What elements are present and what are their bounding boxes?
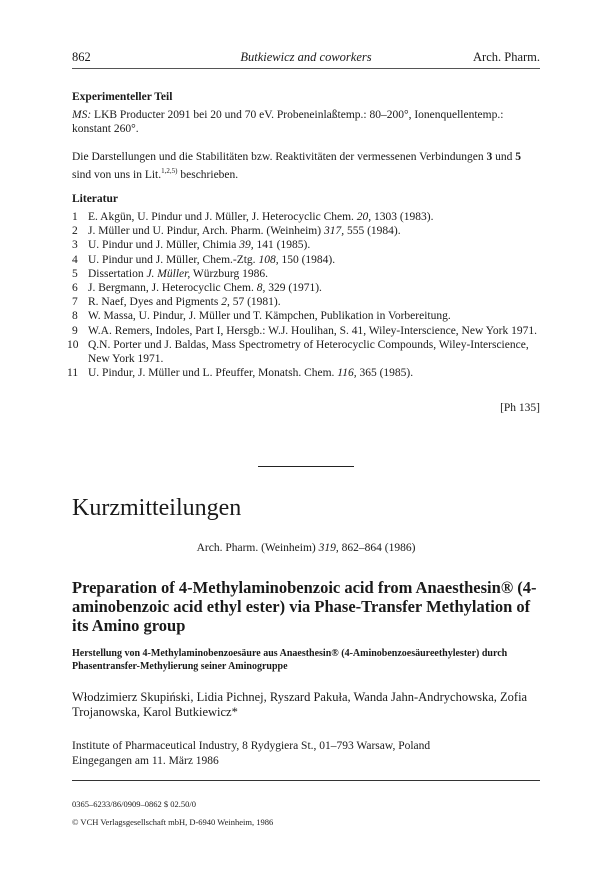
reference-item <box>67 366 542 380</box>
ms-line-2: konstant 260°. <box>72 123 139 135</box>
reference-item <box>72 224 542 238</box>
literatur-heading: Literatur <box>72 193 118 205</box>
ref-number: 4 <box>72 253 78 266</box>
reference-list <box>67 210 542 380</box>
article-subtitle: Herstellung von 4-Methylaminobenzoesäure aus Anaesthesin® (4-Aminobenzoesäureethylester) durch Phasentransfer-Methylierung seiner Aminogruppe <box>72 648 508 672</box>
ref-volume: 2, <box>221 296 230 309</box>
ref-volume: 108, <box>258 253 279 266</box>
description-paragraph <box>72 150 540 182</box>
manuscript-code: [Ph 135] <box>500 402 540 414</box>
page-number: 862 <box>72 50 91 64</box>
ref-number: 1 <box>72 211 78 223</box>
ref-number: 11 <box>67 367 79 380</box>
ms-label: MS: <box>72 109 92 121</box>
ms-line-1: LKB Producter 2091 bei 20 und 70 eV. Probeneinlaßtemp.: 80–200°, Ionenquellentemp.: <box>91 109 504 121</box>
compound-5: 5 <box>515 151 522 163</box>
ref-text: Q.N. Porter und J. Baldas, Mass Spectrometry of Heterocyclic Compounds, Wiley-Interscience, New York 1971. <box>88 338 529 366</box>
compound-3: 3 <box>486 151 493 163</box>
footer-rule <box>72 780 540 781</box>
ref-text-end: 329 (1971). <box>265 282 322 295</box>
ref-text: W.A. Remers, Indoles, Part I, Hersgb.: W.J. Houlihan, S. 41, Wiley-Interscience, New York 1971. <box>88 324 537 337</box>
ref-volume: 20, <box>356 211 372 223</box>
received-date: Eingegangen am 11. März 1986 <box>72 754 219 767</box>
reference-item <box>72 238 542 252</box>
ref-number: 2 <box>72 225 78 238</box>
running-title: Butkiewicz and coworkers <box>240 50 372 64</box>
ref-number: 5 <box>72 267 78 280</box>
desc-text-2: und <box>492 151 516 163</box>
ref-volume: 8, <box>256 282 266 295</box>
running-header <box>72 50 540 69</box>
ref-text: J. Bergmann, J. Heterocyclic Chem. <box>88 282 257 295</box>
ref-text-end: 150 (1984). <box>278 253 336 266</box>
citation-pages: 862–864 (1986) <box>338 542 416 554</box>
affiliation: Institute of Pharmaceutical Industry, 8 Rydygiera St., 01–793 Warsaw, Poland <box>72 740 431 752</box>
affiliation-block <box>72 739 542 768</box>
ref-number: 7 <box>72 296 78 309</box>
article-title: Preparation of 4-Methylaminobenzoic acid from Anaesthesin® (4-aminobenzoic acid ethyl ester) via Phase-Transfer Methylation of its Amino group <box>72 578 537 635</box>
ref-text-end: 141 (1985). <box>253 239 311 252</box>
ref-text: Dissertation <box>88 267 147 280</box>
experimental-heading: Experimenteller Teil <box>72 91 173 103</box>
ref-number: 9 <box>72 324 78 337</box>
reference-item <box>72 324 542 338</box>
section-divider <box>258 466 354 467</box>
ms-paragraph <box>72 108 540 136</box>
ref-text-end: 365 (1985). <box>356 367 414 380</box>
reference-item <box>72 309 542 323</box>
reference-item <box>72 295 542 309</box>
ref-number: 8 <box>72 310 78 323</box>
desc-text-4: beschrieben. <box>177 168 239 181</box>
citation-volume: 319, <box>318 542 339 554</box>
citation-journal: Arch. Pharm. (Weinheim) <box>196 542 319 554</box>
ref-text-end: 555 (1984). <box>344 225 401 238</box>
ref-text: R. Naef, Dyes and Pigments <box>88 296 222 309</box>
ref-author-italic: J. Müller, <box>146 267 191 280</box>
citation-line <box>72 542 540 554</box>
ref-text: E. Akgün, U. Pindur und J. Müller, J. Heterocyclic Chem. <box>88 211 357 223</box>
ref-text: U. Pindur, J. Müller und L. Pfeuffer, Monatsh. Chem. <box>88 367 338 380</box>
ref-number: 6 <box>72 282 78 295</box>
desc-text-3: sind von uns in Lit. <box>72 168 162 181</box>
ref-text: W. Massa, U. Pindur, J. Müller und T. Kämpchen, Publikation in Vorbereitung. <box>88 310 451 323</box>
issn-line: 0365–6233/86/0909–0862 $ 02.50/0 <box>72 799 196 809</box>
ref-volume: 116, <box>337 367 357 380</box>
journal-abbrev: Arch. Pharm. <box>473 50 540 64</box>
reference-item <box>72 210 542 224</box>
ref-text: J. Müller und U. Pindur, Arch. Pharm. (Weinheim) <box>88 225 324 238</box>
ref-volume: 317, <box>323 225 345 238</box>
ref-number: 10 <box>67 338 79 351</box>
author-list: Włodzimierz Skupiński, Lidia Pichnej, Ryszard Pakuła, Wanda Jahn-Andrychowska, Zofia Trojanowska, Karol Butkiewicz* <box>72 690 528 719</box>
ref-volume: 39, <box>239 239 254 252</box>
reference-item <box>72 281 542 295</box>
ref-text: U. Pindur und J. Müller, Chimia <box>88 239 240 252</box>
citation-superscript: 1,2,5) <box>161 167 178 175</box>
section-title: Kurzmitteilungen <box>72 495 242 521</box>
desc-text-1: Die Darstellungen und die Stabilitäten bzw. Reaktivitäten der vermessenen Verbindungen <box>72 151 487 163</box>
reference-item <box>67 338 542 366</box>
reference-item <box>72 253 542 267</box>
ref-text-end: Würzburg 1986. <box>190 267 269 280</box>
copyright-line: © VCH Verlagsgesellschaft mbH, D-6940 Weinheim, 1986 <box>72 817 274 827</box>
ref-text-end: 1303 (1983). <box>371 211 434 223</box>
ref-text: U. Pindur und J. Müller, Chem.-Ztg. <box>88 253 259 266</box>
ref-text-end: 57 (1981). <box>229 296 281 309</box>
ref-number: 3 <box>72 239 78 252</box>
reference-item <box>72 267 542 281</box>
